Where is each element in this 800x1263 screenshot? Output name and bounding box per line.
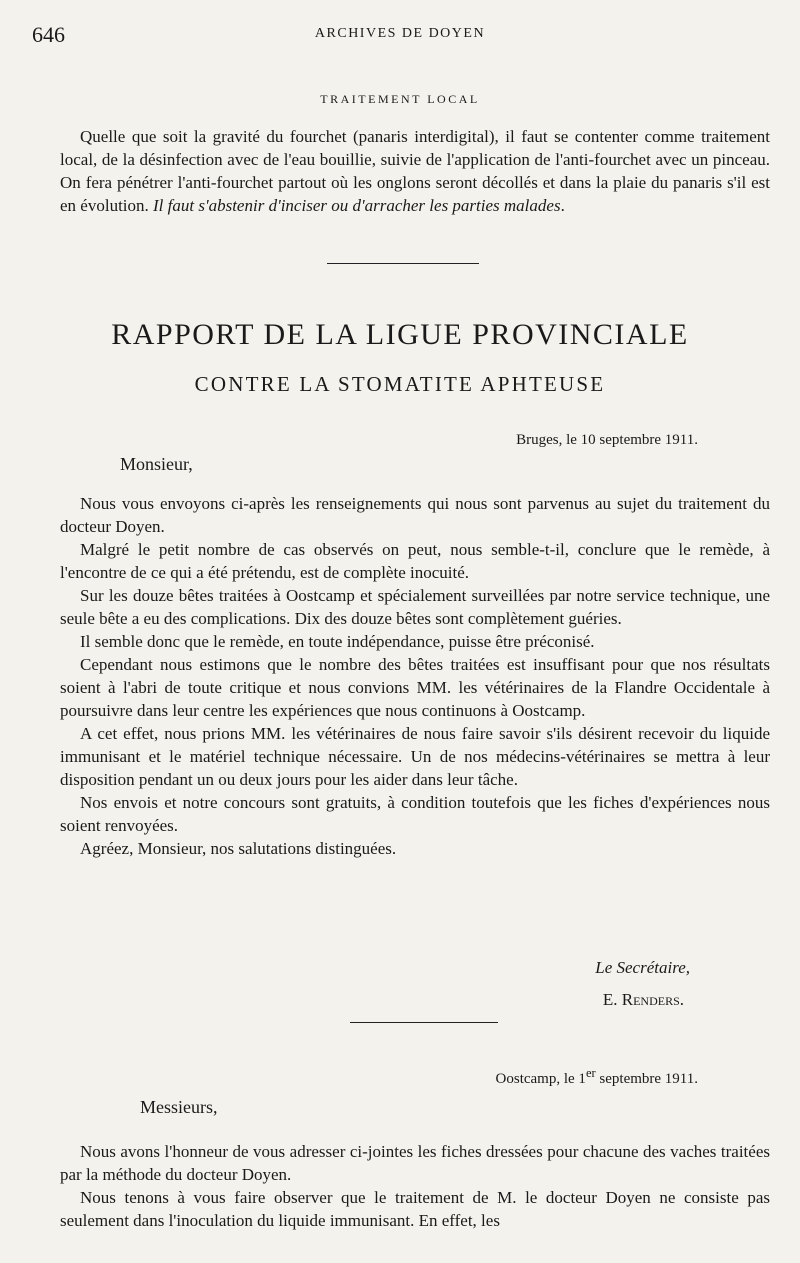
letter2-dateline-suffix: septembre 1911. xyxy=(595,1071,698,1087)
letter2-dateline xyxy=(496,1066,698,1088)
signature-initial: E. xyxy=(602,990,622,1009)
letter1-paragraph: Agréez, Monsieur, nos salutations distinguées. xyxy=(80,839,397,858)
letter1-dateline: Bruges, le 10 septembre 1911. xyxy=(516,432,698,448)
letter1-paragraph: Il semble donc que le remède, en toute indépendance, puisse être préconisé. xyxy=(80,632,595,651)
local-treatment-regular: Quelle que soit la gravité du fourchet (panaris interdigital), il faut se contenter comme traitement local, de la désinfection avec de l'eau bouillie, suivie de l'application de l'anti-fourchet avec un pinceau. On fera pénétrer l'anti-fourchet partout où les onglons seront décollés et dans la plaie du panaris s'il est en évolution. xyxy=(60,127,770,215)
signature-title: Le Secrétaire, xyxy=(595,958,690,977)
letter2-salutation: Messieurs, xyxy=(140,1097,218,1117)
separator-rule xyxy=(350,1022,498,1023)
local-treatment-text xyxy=(60,125,770,217)
running-title: ARCHIVES DE DOYEN xyxy=(314,26,486,41)
signature-surname: Renders. xyxy=(621,990,684,1009)
report-subtitle: CONTRE LA STOMATITE APHTEUSE xyxy=(194,372,606,396)
report-title: RAPPORT DE LA LIGUE PROVINCIALE xyxy=(111,318,689,351)
separator-rule xyxy=(327,263,479,264)
letter2-body xyxy=(60,1140,770,1232)
letter1-paragraph: A cet effet, nous prions MM. les vétérinaires de nous faire savoir s'ils désirent recevoir du liquide immunisant et le matériel technique nécessaire. Un de nos médecins-vétérinaires se mettra à leur disposition pendant un ou deux jours pour les aider dans leur tâche. xyxy=(60,724,770,789)
section-heading-local-treatment: TRAITEMENT LOCAL xyxy=(320,92,480,106)
local-treatment-italic: Il faut s'abstenir d'inciser ou d'arracher les parties malades xyxy=(153,196,561,215)
local-treatment-paragraph xyxy=(60,125,770,217)
page-number: 646 xyxy=(32,22,65,47)
letter1-salutation: Monsieur, xyxy=(120,454,193,474)
letter2-dateline-prefix: Oostcamp, le 1 xyxy=(495,1071,586,1087)
letter1-body xyxy=(60,492,770,860)
page-header xyxy=(32,22,768,52)
letter2-paragraph: Nous avons l'honneur de vous adresser ci-jointes les fiches dressées pour chacune des vaches traitées par la méthode du docteur Doyen. xyxy=(60,1142,770,1184)
letter2-dateline-superscript: er xyxy=(585,1066,596,1080)
letter2-paragraph: Nous tenons à vous faire observer que le traitement de M. le docteur Doyen ne consiste pas seulement dans l'inoculation du liquide immunisant. En effet, les xyxy=(60,1188,770,1230)
letter1-paragraph: Sur les douze bêtes traitées à Oostcamp et spécialement surveillées par notre service technique, une seule bête a eu des complications. Dix des douze bêtes sont complètement guéries. xyxy=(60,586,770,628)
local-treatment-end: . xyxy=(560,196,565,215)
letter1-paragraph: Malgré le petit nombre de cas observés on peut, nous semble-t-il, conclure que le remède, à l'encontre de ce qui a été prétendu, est de complète inocuité. xyxy=(60,540,770,582)
letter1-paragraph: Nous vous envoyons ci-après les renseignements qui nous sont parvenus au sujet du traitement du docteur Doyen. xyxy=(60,494,770,536)
letter1-paragraph: Nos envois et notre concours sont gratuits, à condition toutefois que les fiches d'expériences nous soient renvoyées. xyxy=(60,793,770,835)
signature-name xyxy=(603,990,684,1010)
letter1-paragraph: Cependant nous estimons que le nombre des bêtes traitées est insuffisant pour que nos résultats soient à l'abri de toute critique et nous convions MM. les vétérinaires de la Flandre Occidentale à poursuivre dans leur centre les expériences que nous continuons à Oostcamp. xyxy=(60,655,770,720)
